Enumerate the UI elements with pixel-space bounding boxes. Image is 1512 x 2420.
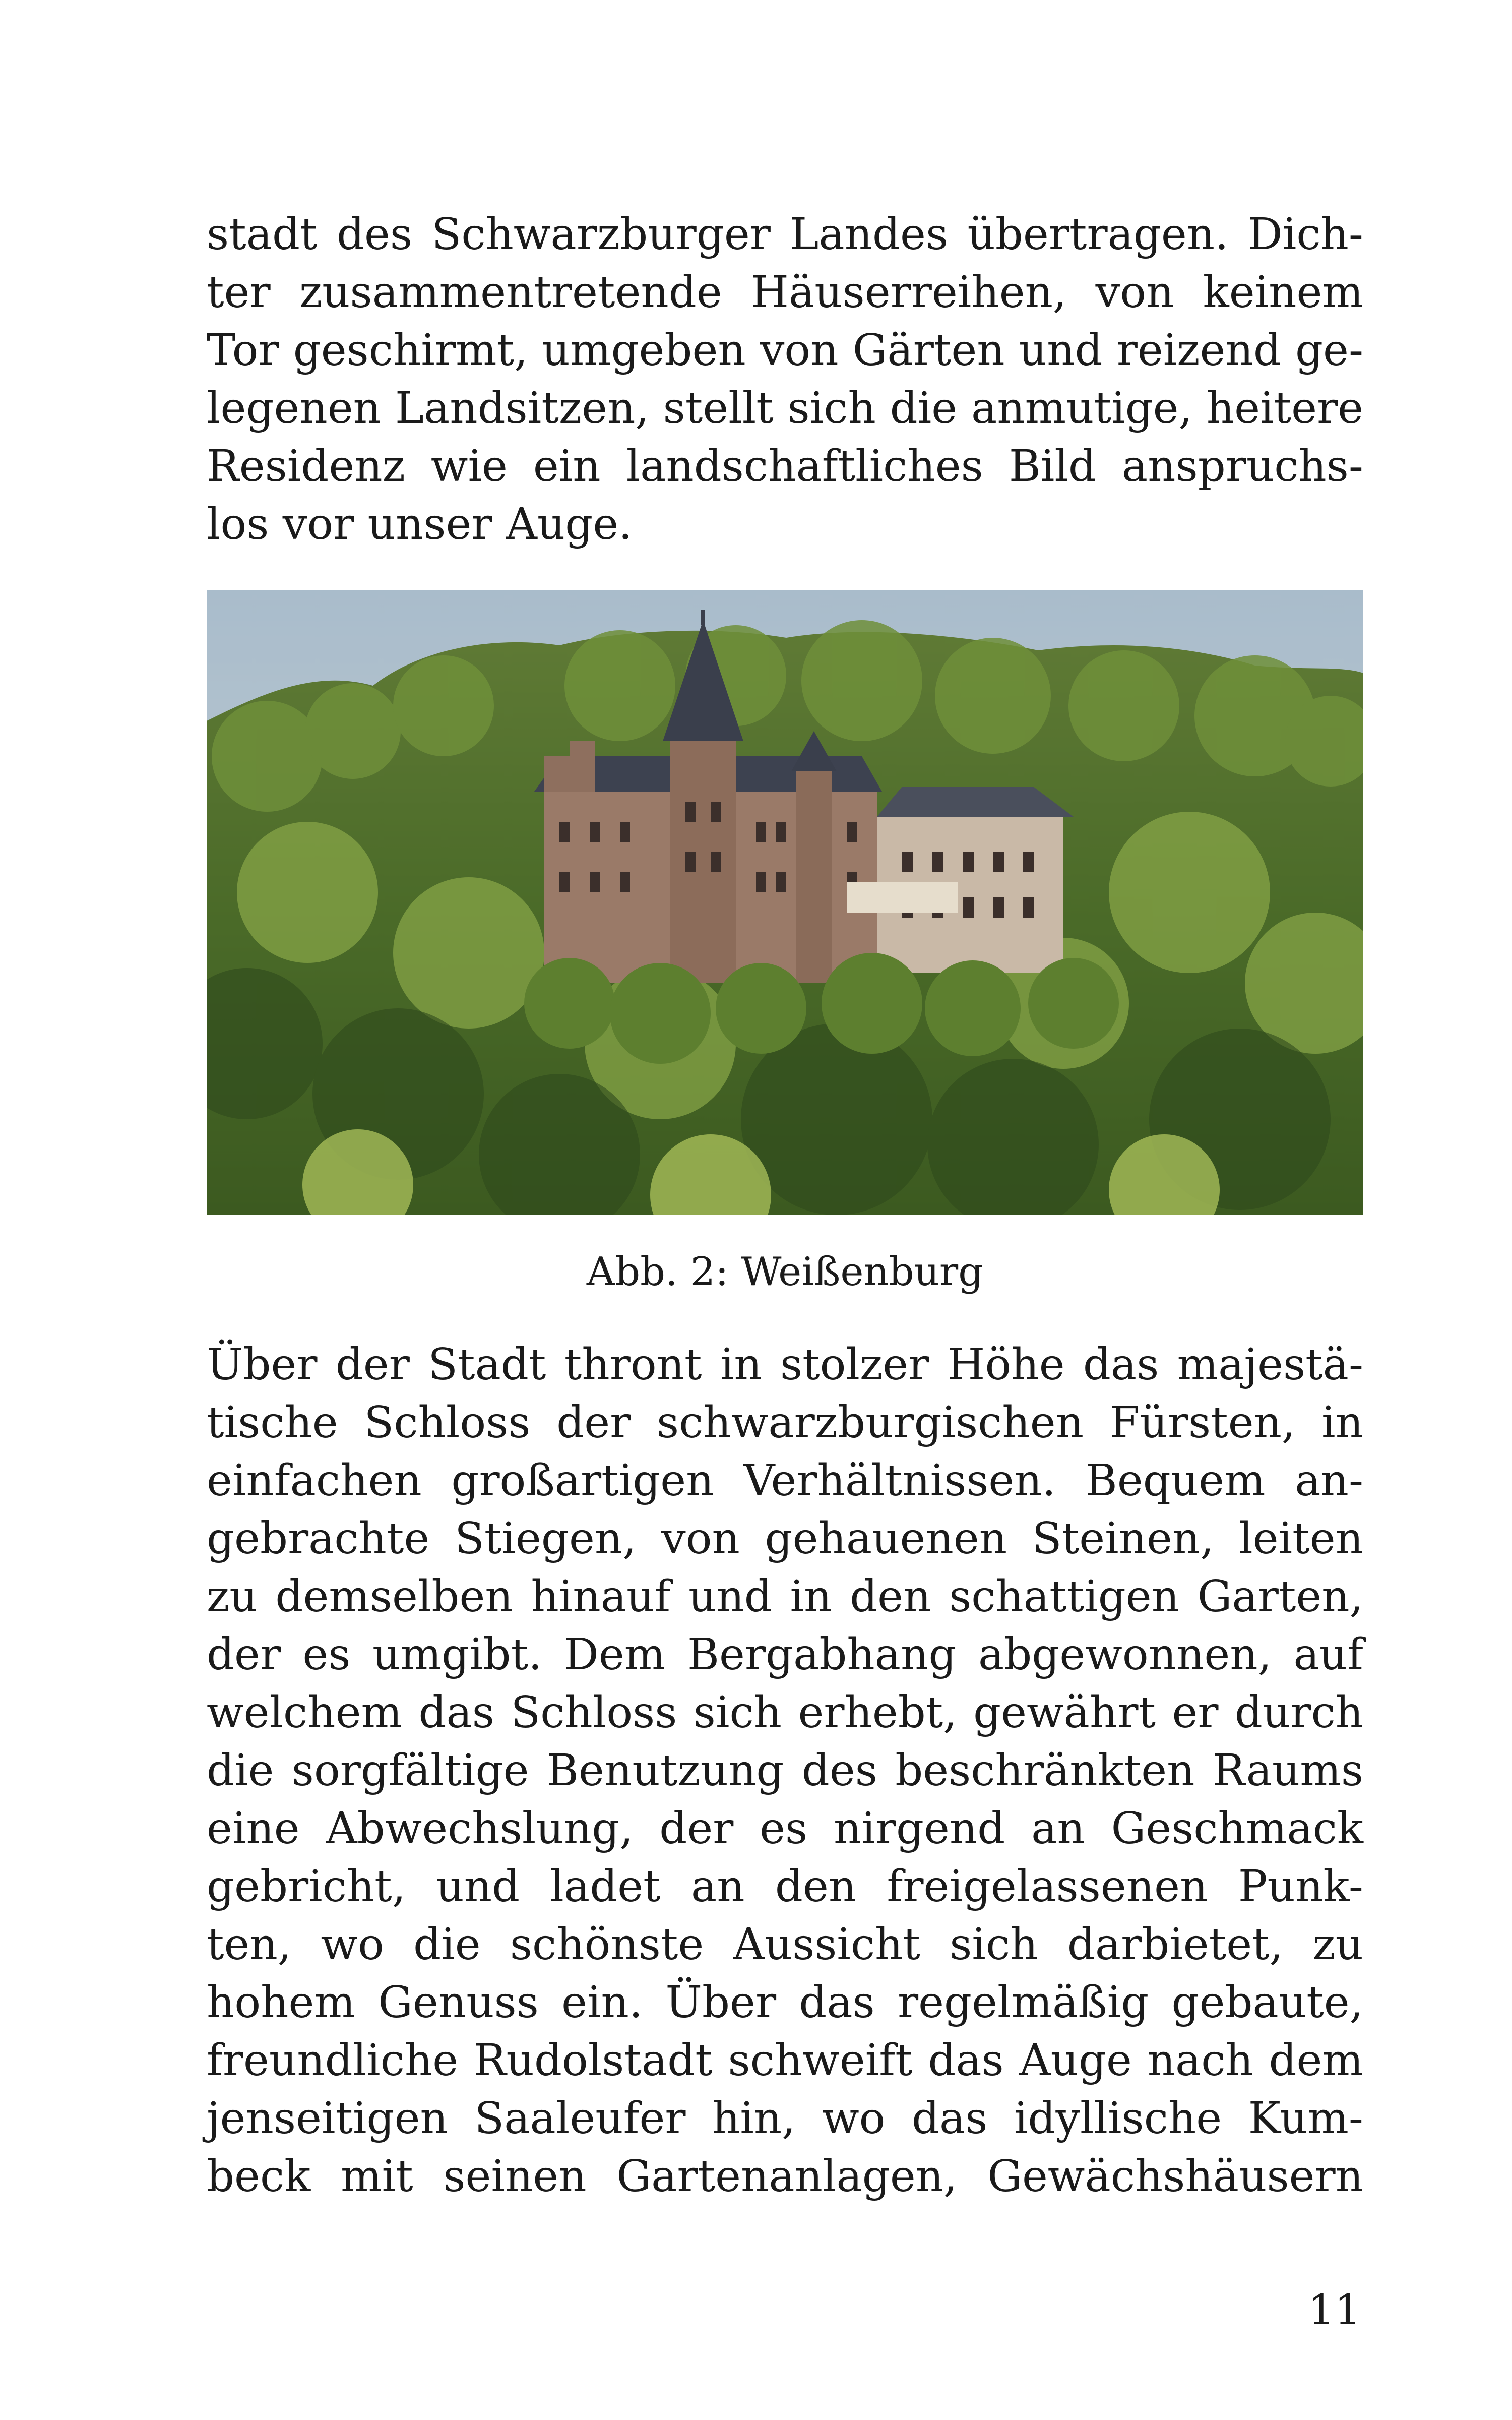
text-line: die sorgfältige Benutzung des beschränkten Raums — [207, 1745, 1363, 1796]
text-line: legenen Landsitzen, stellt sich die anmutige, heitere — [207, 383, 1363, 434]
text-line: der es umgibt. Dem Bergabhang abgewonnen, auf — [207, 1629, 1363, 1680]
page-number: 11 — [1308, 2286, 1361, 2334]
text-line: gebrachte Stiegen, von gehauenen Steinen, leiten — [207, 1514, 1363, 1564]
text-line: tische Schloss der schwarzburgischen Fürsten, in — [207, 1398, 1363, 1448]
text-line: los vor unser Auge. — [207, 499, 633, 550]
text-line: Tor geschirmt, umgeben von Gärten und reizend ge- — [207, 325, 1363, 376]
castle-photo — [207, 590, 1363, 1215]
text-line: jenseitigen Saaleufer hin, wo das idyllische Kum- — [207, 2093, 1363, 2144]
text-line: Residenz wie ein landschaftliches Bild anspruchs- — [207, 441, 1363, 492]
text-line: ter zusammentretende Häuserreihen, von keinem — [207, 267, 1363, 318]
text-line: beck mit seinen Gartenanlagen, Gewächshäusern — [207, 2151, 1363, 2202]
text-line: zu demselben hinauf und in den schattigen Garten, — [207, 1571, 1363, 1622]
text-line: stadt des Schwarzburger Landes übertragen. Dich- — [207, 209, 1363, 260]
text-line: eine Abwechslung, der es nirgend an Geschmack — [207, 1803, 1363, 1854]
text-line: hohem Genuss ein. Über das regelmäßig gebaute, — [207, 1977, 1363, 2028]
text-line: gebricht, und ladet an den freigelassenen Punk- — [207, 1861, 1363, 1912]
figure-caption: Abb. 2: Weißenburg — [586, 1249, 984, 1295]
text-line: einfachen großartigen Verhältnissen. Bequem an- — [207, 1456, 1363, 1506]
paragraph-bottom — [207, 1336, 1363, 2206]
text-line: welchem das Schloss sich erhebt, gewährt er durch — [207, 1687, 1363, 1738]
text-line: freundliche Rudolstadt schweift das Auge nach dem — [207, 2035, 1363, 2086]
text-line: ten, wo die schönste Aussicht sich darbietet, zu — [207, 1919, 1363, 1970]
text-line: Über der Stadt thront in stolzer Höhe das majestä- — [207, 1340, 1363, 1390]
paragraph-top — [207, 206, 1363, 554]
